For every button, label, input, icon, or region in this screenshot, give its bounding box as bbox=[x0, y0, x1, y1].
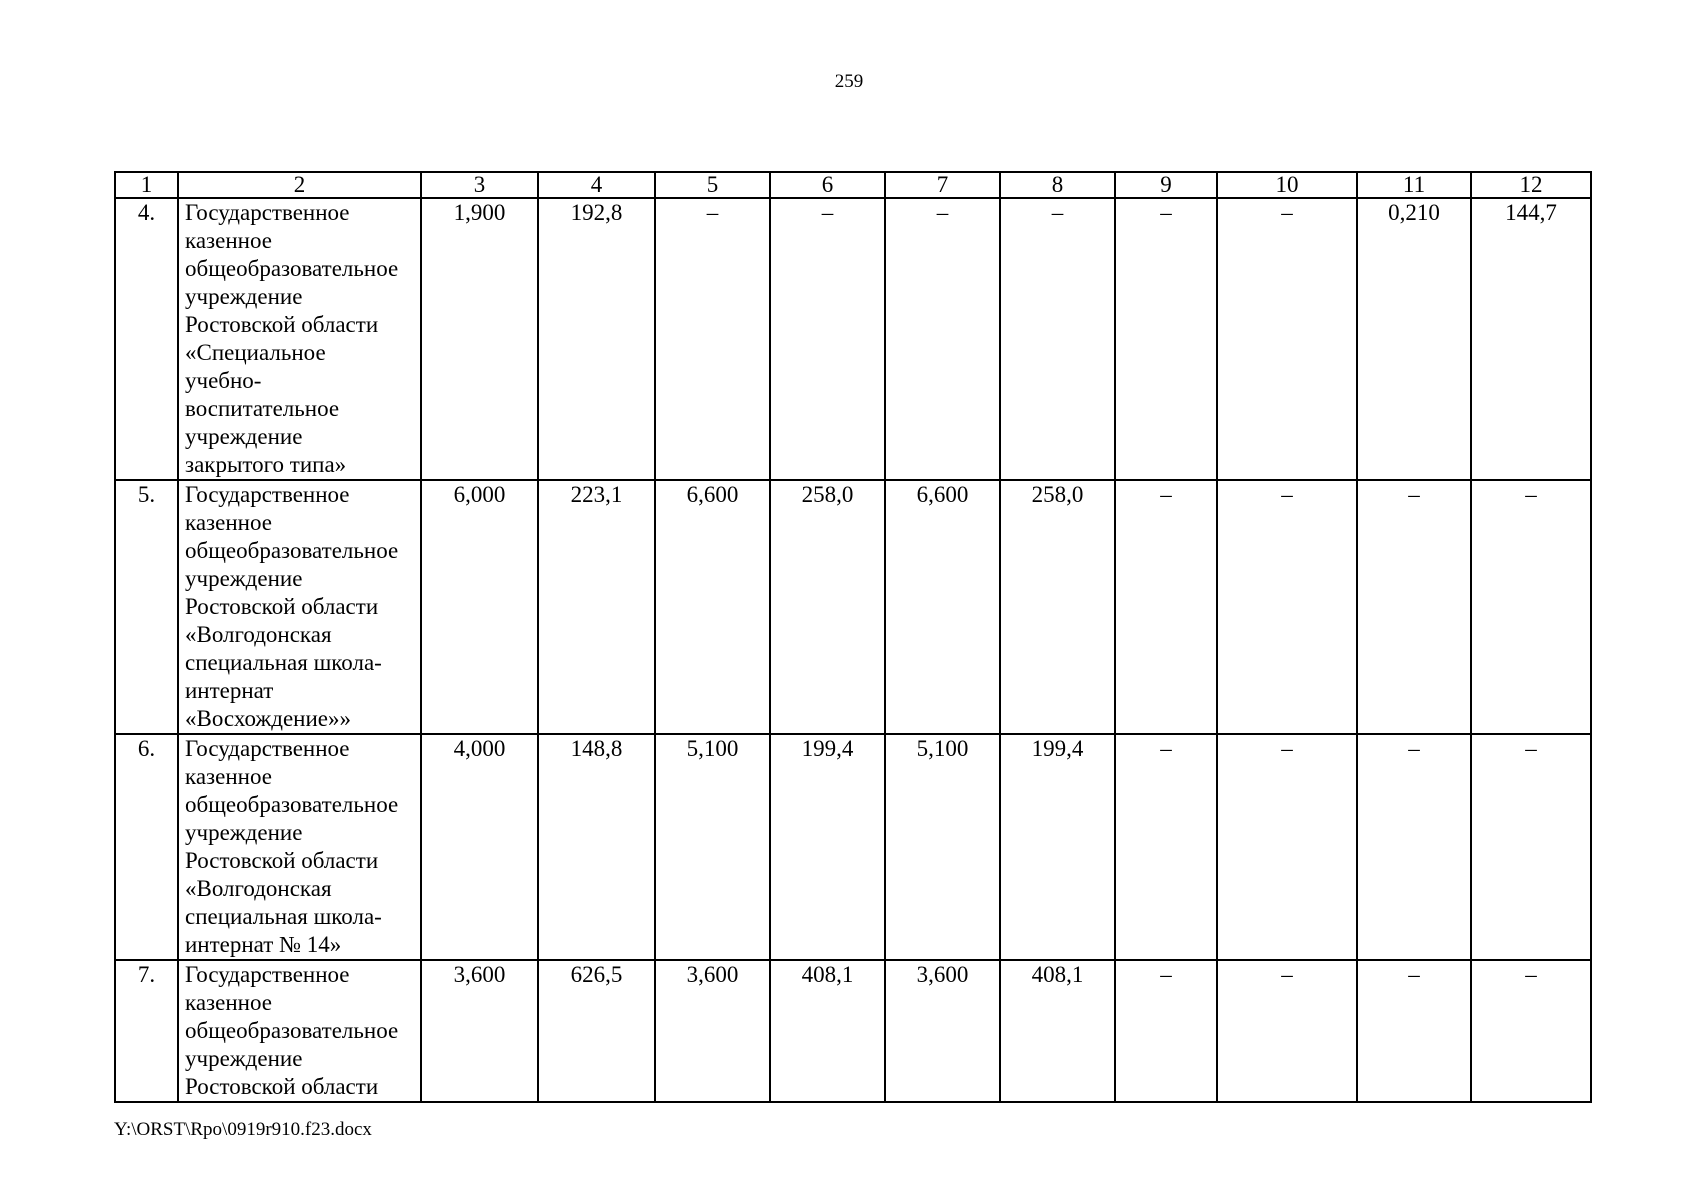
table-cell: 5,100 bbox=[885, 734, 1000, 960]
table-cell: – bbox=[1000, 198, 1115, 480]
table-cell: – bbox=[1471, 960, 1591, 1102]
table-cell: – bbox=[885, 198, 1000, 480]
name-line: общеобразовательное bbox=[185, 538, 399, 563]
table-cell: – bbox=[770, 198, 885, 480]
table-cell: – bbox=[1471, 480, 1591, 734]
table-cell: – bbox=[1217, 734, 1357, 960]
column-number: 10 bbox=[1217, 172, 1357, 198]
name-line: казенное bbox=[185, 510, 272, 535]
table-row bbox=[115, 480, 1591, 734]
column-number: 2 bbox=[178, 172, 421, 198]
table-cell: – bbox=[1217, 198, 1357, 480]
column-number: 9 bbox=[1115, 172, 1217, 198]
data-table bbox=[114, 171, 1592, 1103]
name-line: воспитательное bbox=[185, 396, 340, 421]
table-cell: 223,1 bbox=[538, 480, 655, 734]
name-line: учреждение bbox=[185, 284, 303, 309]
table-cell: – bbox=[1357, 960, 1471, 1102]
name-line: «Волгодонская bbox=[185, 622, 332, 647]
column-number: 8 bbox=[1000, 172, 1115, 198]
table-cell: – bbox=[1115, 734, 1217, 960]
name-line: учреждение bbox=[185, 566, 303, 591]
name-line: интернат № 14» bbox=[185, 932, 342, 957]
table-cell: – bbox=[1115, 198, 1217, 480]
table-cell: 408,1 bbox=[1000, 960, 1115, 1102]
name-line: Государственное bbox=[185, 736, 350, 761]
name-line: общеобразовательное bbox=[185, 256, 399, 281]
table-cell: – bbox=[655, 198, 770, 480]
table-cell: – bbox=[1115, 480, 1217, 734]
column-number: 4 bbox=[538, 172, 655, 198]
name-line: Ростовской области bbox=[185, 1074, 379, 1099]
file-path-footer: Y:\ORST\Rpo\0919r910.f23.docx bbox=[114, 1119, 372, 1140]
table-cell: 0,210 bbox=[1357, 198, 1471, 480]
table-cell: – bbox=[1217, 480, 1357, 734]
name-line: «Восхождение»» bbox=[185, 706, 351, 731]
column-number: 3 bbox=[421, 172, 538, 198]
name-line: Ростовской области bbox=[185, 848, 379, 873]
table-row bbox=[115, 198, 1591, 480]
row-number: 4. bbox=[115, 198, 178, 480]
table-cell: – bbox=[1217, 960, 1357, 1102]
table-cell: 148,8 bbox=[538, 734, 655, 960]
institution-name bbox=[178, 734, 421, 960]
name-line: Ростовской области bbox=[185, 594, 379, 619]
name-line: Государственное bbox=[185, 200, 350, 225]
row-number: 5. bbox=[115, 480, 178, 734]
name-line: общеобразовательное bbox=[185, 1018, 399, 1043]
name-line: «Волгодонская bbox=[185, 876, 332, 901]
table-row bbox=[115, 960, 1591, 1102]
table-cell: – bbox=[1357, 480, 1471, 734]
column-number: 12 bbox=[1471, 172, 1591, 198]
table-cell: 199,4 bbox=[770, 734, 885, 960]
name-line: учебно- bbox=[185, 368, 262, 393]
table-cell: 4,000 bbox=[421, 734, 538, 960]
name-line: интернат bbox=[185, 678, 274, 703]
name-line: «Специальное bbox=[185, 340, 326, 365]
institution-name bbox=[178, 480, 421, 734]
name-line: казенное bbox=[185, 990, 272, 1015]
table-cell: 258,0 bbox=[1000, 480, 1115, 734]
table-cell: 3,600 bbox=[421, 960, 538, 1102]
table-cell: 199,4 bbox=[1000, 734, 1115, 960]
table-cell: 408,1 bbox=[770, 960, 885, 1102]
row-number: 6. bbox=[115, 734, 178, 960]
column-number: 7 bbox=[885, 172, 1000, 198]
table-cell: – bbox=[1471, 734, 1591, 960]
row-number: 7. bbox=[115, 960, 178, 1102]
table-cell: 6,600 bbox=[885, 480, 1000, 734]
table-cell: – bbox=[1115, 960, 1217, 1102]
table-cell: 3,600 bbox=[655, 960, 770, 1102]
name-line: общеобразовательное bbox=[185, 792, 399, 817]
name-line: казенное bbox=[185, 764, 272, 789]
name-line: учреждение bbox=[185, 424, 303, 449]
table-cell: 258,0 bbox=[770, 480, 885, 734]
column-number: 5 bbox=[655, 172, 770, 198]
column-number: 11 bbox=[1357, 172, 1471, 198]
name-line: закрытого типа» bbox=[185, 452, 347, 477]
table-cell: 1,900 bbox=[421, 198, 538, 480]
table-row bbox=[115, 734, 1591, 960]
column-number-row bbox=[115, 172, 1591, 198]
table-cell: 192,8 bbox=[538, 198, 655, 480]
name-line: специальная школа- bbox=[185, 650, 382, 675]
page-number: 259 bbox=[834, 71, 864, 92]
institution-name bbox=[178, 960, 421, 1102]
name-line: Государственное bbox=[185, 482, 350, 507]
name-line: Ростовской области bbox=[185, 312, 379, 337]
name-line: учреждение bbox=[185, 1046, 303, 1071]
table-cell: 3,600 bbox=[885, 960, 1000, 1102]
table-cell: – bbox=[1357, 734, 1471, 960]
table-cell: 144,7 bbox=[1471, 198, 1591, 480]
column-number: 6 bbox=[770, 172, 885, 198]
table-cell: 626,5 bbox=[538, 960, 655, 1102]
table-cell: 6,600 bbox=[655, 480, 770, 734]
name-line: казенное bbox=[185, 228, 272, 253]
column-number: 1 bbox=[115, 172, 178, 198]
table-cell: 6,000 bbox=[421, 480, 538, 734]
table-cell: 5,100 bbox=[655, 734, 770, 960]
name-line: специальная школа- bbox=[185, 904, 382, 929]
institution-name bbox=[178, 198, 421, 480]
name-line: Государственное bbox=[185, 962, 350, 987]
name-line: учреждение bbox=[185, 820, 303, 845]
